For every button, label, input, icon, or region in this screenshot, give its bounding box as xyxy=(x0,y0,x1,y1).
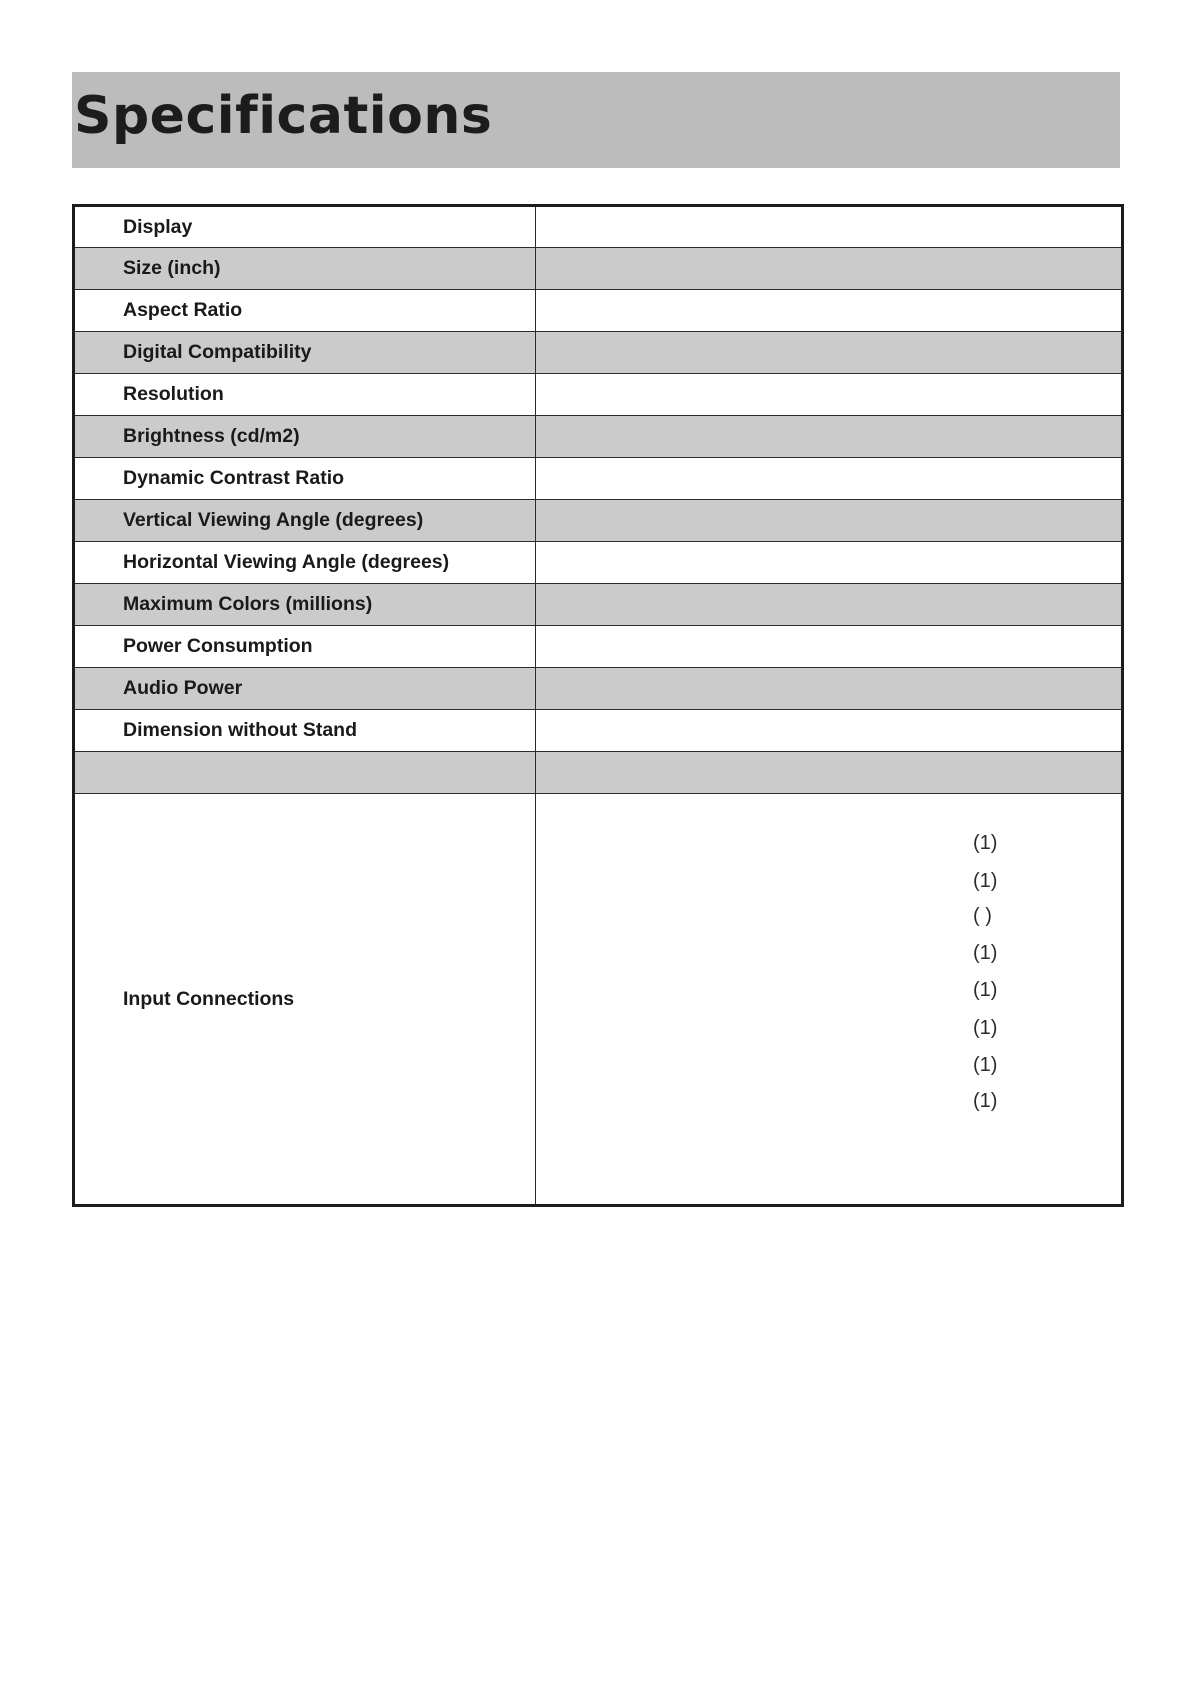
spec-value-horizontal-viewing-angle xyxy=(536,542,1123,584)
spec-label-power-consumption: Power Consumption xyxy=(74,626,536,668)
table-row xyxy=(74,458,1123,500)
table-row xyxy=(74,710,1123,752)
spec-value-brightness xyxy=(536,416,1123,458)
connection-count: ( ) xyxy=(973,905,992,927)
spec-label-blank xyxy=(74,752,536,794)
table-row xyxy=(74,542,1123,584)
connection-count-list xyxy=(536,794,1121,1204)
spec-value-resolution xyxy=(536,374,1123,416)
spec-value-display xyxy=(536,206,1123,248)
table-row xyxy=(74,500,1123,542)
connection-count: (1) xyxy=(973,942,998,964)
page-title: Specifications xyxy=(74,86,493,146)
spec-value-input-connections xyxy=(536,794,1123,1206)
spec-label-aspect-ratio: Aspect Ratio xyxy=(74,290,536,332)
spec-value-dynamic-contrast-ratio xyxy=(536,458,1123,500)
table-row xyxy=(74,668,1123,710)
table-row xyxy=(74,626,1123,668)
table-row xyxy=(74,752,1123,794)
specifications-table xyxy=(72,204,1124,1207)
connection-count: (1) xyxy=(973,1090,998,1112)
spec-label-size: Size (inch) xyxy=(74,248,536,290)
connection-count: (1) xyxy=(973,870,998,892)
spec-label-audio-power: Audio Power xyxy=(74,668,536,710)
spec-label-resolution: Resolution xyxy=(74,374,536,416)
spec-label-dynamic-contrast-ratio: Dynamic Contrast Ratio xyxy=(74,458,536,500)
spec-label-vertical-viewing-angle: Vertical Viewing Angle (degrees) xyxy=(74,500,536,542)
table-row xyxy=(74,374,1123,416)
spec-value-maximum-colors xyxy=(536,584,1123,626)
spec-label-display: Display xyxy=(74,206,536,248)
spec-label-dimension-without-stand: Dimension without Stand xyxy=(74,710,536,752)
connection-count: (1) xyxy=(973,832,998,854)
table-row xyxy=(74,332,1123,374)
spec-value-vertical-viewing-angle xyxy=(536,500,1123,542)
table-row xyxy=(74,206,1123,248)
table-row xyxy=(74,416,1123,458)
spec-label-maximum-colors: Maximum Colors (millions) xyxy=(74,584,536,626)
spec-label-input-connections: Input Connections xyxy=(74,794,536,1206)
spec-value-dimension-without-stand xyxy=(536,710,1123,752)
table-row-input-connections xyxy=(74,794,1123,1206)
connection-count: (1) xyxy=(973,979,998,1001)
spec-label-brightness: Brightness (cd/m2) xyxy=(74,416,536,458)
connection-count: (1) xyxy=(973,1054,998,1076)
table-row xyxy=(74,584,1123,626)
spec-value-size xyxy=(536,248,1123,290)
spec-label-horizontal-viewing-angle: Horizontal Viewing Angle (degrees) xyxy=(74,542,536,584)
spec-label-digital-compatibility: Digital Compatibility xyxy=(74,332,536,374)
spec-value-aspect-ratio xyxy=(536,290,1123,332)
title-banner xyxy=(72,72,1120,168)
spec-value-blank xyxy=(536,752,1123,794)
table-row xyxy=(74,248,1123,290)
spec-value-audio-power xyxy=(536,668,1123,710)
connection-count: (1) xyxy=(973,1017,998,1039)
table-row xyxy=(74,290,1123,332)
spec-value-digital-compatibility xyxy=(536,332,1123,374)
spec-value-power-consumption xyxy=(536,626,1123,668)
